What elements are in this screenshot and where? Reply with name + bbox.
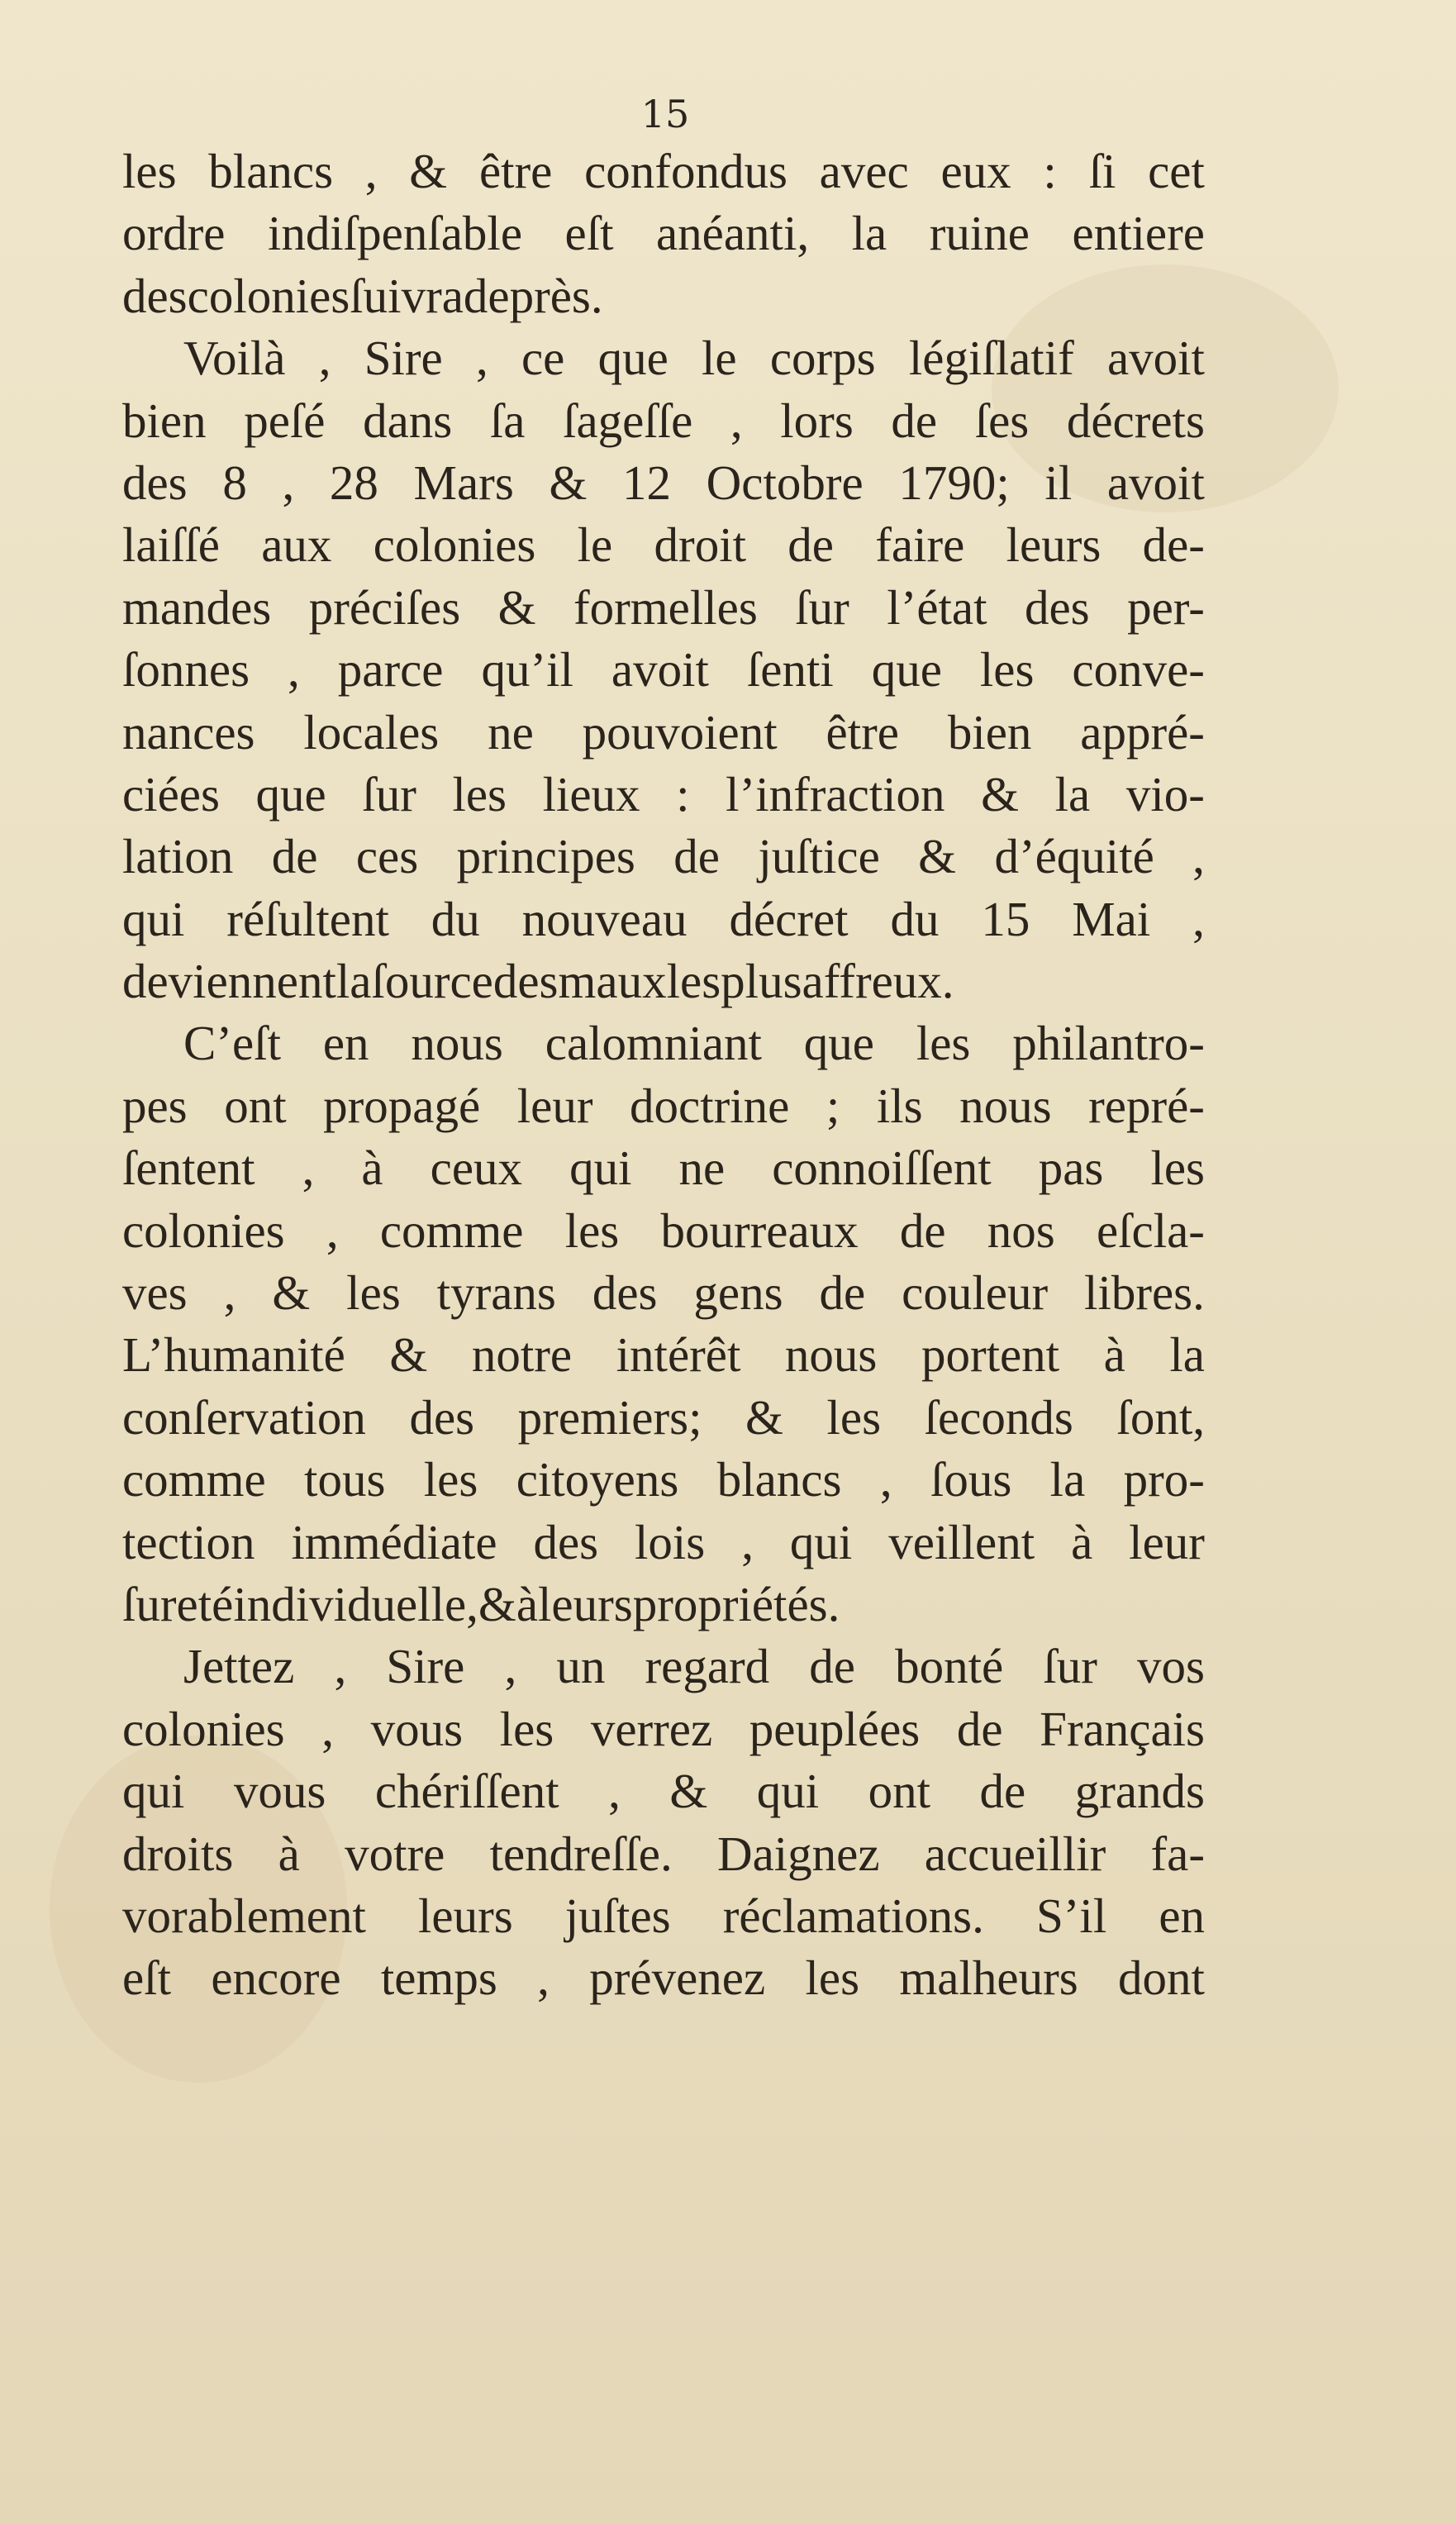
word: ,: [364, 144, 378, 198]
word: l’état: [887, 579, 987, 635]
word: droits: [122, 1826, 234, 1881]
word: entiere: [1072, 206, 1205, 261]
word: le: [702, 331, 737, 386]
word: gens: [693, 1265, 783, 1321]
word: bien: [122, 393, 207, 448]
word: ſageſſe: [563, 393, 693, 448]
word: philantro-: [1012, 1016, 1205, 1071]
word: les: [452, 766, 507, 821]
word: colonies: [122, 1202, 285, 1258]
word: confondus: [584, 144, 787, 198]
word: de: [271, 829, 318, 884]
word: leur: [516, 1078, 593, 1133]
word: aux: [261, 517, 332, 573]
word: accueillir: [924, 1826, 1106, 1881]
word: pro-: [1123, 1452, 1205, 1507]
word: être: [826, 704, 899, 760]
text-line: [122, 1698, 1205, 1760]
word: pes: [122, 1078, 188, 1133]
word: ,: [302, 1141, 315, 1196]
word: les: [666, 954, 721, 1009]
word: légiſlatif: [908, 331, 1074, 386]
word: comme: [379, 1202, 524, 1258]
word: de: [463, 268, 510, 323]
word: cet: [1148, 144, 1205, 198]
word: ruine: [929, 206, 1030, 261]
word: ,: [466, 1576, 478, 1631]
word: regard: [645, 1639, 770, 1694]
text-line: [122, 826, 1205, 888]
word: blancs: [716, 1452, 842, 1507]
word: eſt: [122, 1950, 171, 2006]
word: lors: [780, 393, 854, 448]
word: les: [826, 1389, 882, 1445]
body-text: [122, 140, 1205, 2010]
text-line: [122, 1512, 1205, 1574]
text-line: [122, 764, 1205, 826]
word: &: [409, 144, 448, 198]
word: de: [956, 1701, 1003, 1756]
word: deviennent: [122, 954, 336, 1009]
word: à: [361, 1141, 383, 1196]
text-line: [122, 1075, 1205, 1137]
word: leur: [1129, 1514, 1205, 1569]
word: que: [871, 642, 942, 698]
word: qui: [569, 1141, 632, 1196]
word: ils: [876, 1078, 923, 1133]
word: droit: [654, 517, 746, 573]
word: Octobre: [706, 455, 864, 510]
word: principes: [456, 829, 635, 884]
word: la: [1169, 1327, 1205, 1383]
text-line: [122, 1262, 1205, 1324]
word: nances: [122, 704, 255, 760]
word: &: [389, 1327, 428, 1383]
word: tection: [122, 1514, 255, 1569]
word: lation: [122, 829, 234, 884]
word: libres.: [1084, 1265, 1205, 1321]
word: colonies: [122, 1701, 285, 1756]
word: de: [891, 393, 938, 448]
word: 8: [222, 455, 247, 510]
word: laiſſé: [122, 517, 220, 573]
word: que: [255, 766, 326, 821]
word: ,: [288, 642, 300, 698]
word: verrez: [590, 1701, 713, 1756]
word: Voilà: [183, 331, 286, 386]
word: eſcla-: [1096, 1202, 1205, 1258]
word: per-: [1127, 579, 1205, 635]
word: peuplées: [749, 1701, 921, 1756]
page-number: 15: [640, 92, 690, 136]
word: ,: [282, 455, 295, 510]
word: 15: [981, 891, 1030, 946]
word: qui: [122, 1764, 185, 1819]
word: à: [1103, 1327, 1125, 1383]
word: veillent: [888, 1514, 1035, 1569]
word: locales: [303, 704, 440, 760]
word: que: [597, 331, 669, 386]
word: préciſes: [308, 579, 461, 635]
word: Daignez: [716, 1826, 880, 1881]
word: malheurs: [899, 1950, 1078, 2006]
word: ce: [521, 331, 565, 386]
word: les: [346, 1265, 401, 1321]
word: ſous: [930, 1452, 1012, 1507]
word: ,: [879, 1452, 892, 1507]
word: lieux: [542, 766, 640, 821]
word: de: [899, 1202, 946, 1258]
text-line: [122, 202, 1205, 264]
word: citoyens: [516, 1452, 679, 1507]
word: &: [669, 1764, 708, 1819]
word: prévenez: [589, 1950, 766, 2006]
word: :: [1043, 144, 1057, 198]
word: eux: [940, 144, 1011, 198]
word: chériſſent: [374, 1764, 559, 1819]
word: 1790;: [898, 455, 1010, 510]
word: eſt: [564, 206, 614, 261]
word: nous: [784, 1327, 878, 1383]
word: pouvoient: [582, 704, 778, 760]
word: que: [803, 1016, 874, 1071]
word: décrets: [1066, 393, 1205, 448]
word: leurs: [538, 1576, 633, 1631]
word: calomniant: [545, 1016, 762, 1071]
word: des: [533, 1514, 599, 1569]
word: près.: [509, 268, 603, 323]
word: ſi: [1088, 144, 1116, 198]
word: ,: [475, 331, 488, 386]
text-line: [122, 265, 1205, 327]
word: avoit: [611, 642, 709, 698]
word: &: [272, 1265, 311, 1321]
word: indiſpenſable: [267, 206, 523, 261]
word: propagé: [323, 1078, 481, 1133]
word: les: [916, 1016, 971, 1071]
word: 12: [622, 455, 672, 510]
word: ,: [537, 1950, 550, 2006]
text-line: [122, 639, 1205, 701]
word: des: [592, 1265, 658, 1321]
text-line: [122, 702, 1205, 764]
word: ſur: [1043, 1639, 1097, 1694]
word: &: [918, 829, 957, 884]
word: lois: [635, 1514, 706, 1569]
word: ces: [355, 829, 419, 884]
word: ,: [223, 1265, 236, 1321]
text-line: [122, 1137, 1205, 1199]
word: la: [335, 954, 372, 1009]
word: avoit: [1106, 331, 1205, 386]
word: en: [322, 1016, 369, 1071]
word: notre: [471, 1327, 573, 1383]
word: à: [516, 1576, 538, 1631]
word: parce: [337, 642, 444, 698]
word: d’équité: [994, 829, 1154, 884]
word: ſes: [974, 393, 1030, 448]
text-line: [122, 888, 1205, 950]
word: peſé: [244, 393, 326, 448]
word: ,: [741, 1514, 754, 1569]
word: &: [745, 1389, 783, 1445]
word: propriétés.: [632, 1576, 840, 1631]
word: les: [805, 1950, 860, 2006]
word: ,: [326, 1202, 339, 1258]
word: de: [673, 829, 720, 884]
text-line: [122, 1324, 1205, 1386]
word: nous: [411, 1016, 503, 1071]
word: ciées: [122, 766, 220, 821]
word: ſentent: [122, 1141, 255, 1196]
text-line: [122, 950, 1205, 1012]
text-line: [122, 327, 1205, 389]
word: ;: [826, 1078, 840, 1133]
text-line: [122, 1823, 1205, 1885]
word: tyrans: [436, 1265, 556, 1321]
word: Jettez: [183, 1639, 295, 1694]
word: doctrine: [630, 1078, 790, 1133]
word: l’infraction: [726, 766, 945, 821]
word: conve-: [1072, 642, 1205, 698]
word: ſonnes: [122, 642, 250, 698]
word: bien: [947, 704, 1032, 760]
word: qui: [122, 891, 185, 946]
text-line: [122, 1449, 1205, 1511]
word: appré-: [1080, 704, 1205, 760]
word: premiers;: [517, 1389, 702, 1445]
text-line: [122, 1636, 1205, 1698]
word: tendreſſe.: [489, 1826, 673, 1881]
word: dont: [1118, 1950, 1205, 2006]
word: colonies: [373, 517, 536, 573]
word: ſeconds: [924, 1389, 1073, 1445]
word: mandes: [122, 579, 272, 635]
text-line: [122, 1885, 1205, 1947]
word: vorablement: [122, 1888, 366, 1943]
word: vio-: [1125, 766, 1205, 821]
word: en: [1159, 1888, 1205, 1943]
word: vous: [233, 1764, 326, 1819]
word: ſur: [795, 579, 849, 635]
word: du: [431, 891, 480, 946]
word: 28: [329, 455, 378, 510]
word: les: [979, 642, 1035, 698]
word: Mars: [413, 455, 514, 510]
word: Mai: [1072, 891, 1151, 946]
word: de: [809, 1639, 855, 1694]
word: la: [851, 206, 887, 261]
word: des: [409, 1389, 475, 1445]
word: le: [577, 517, 613, 573]
word: les: [423, 1452, 478, 1507]
word: il: [1044, 455, 1073, 510]
word: intérêt: [616, 1327, 741, 1383]
word: ſureté: [122, 1576, 234, 1631]
word: affreux.: [802, 954, 954, 1009]
word: ,: [504, 1639, 517, 1694]
word: encore: [211, 1950, 341, 2006]
word: ſa: [489, 393, 526, 448]
word: juſtice: [758, 829, 880, 884]
word: ne: [678, 1141, 726, 1196]
word: ſenti: [746, 642, 834, 698]
word: les: [122, 144, 177, 198]
word: bourreaux: [660, 1202, 859, 1258]
word: Français: [1040, 1701, 1205, 1756]
word: ont: [224, 1078, 287, 1133]
text-line: [122, 514, 1205, 576]
word: nos: [987, 1202, 1055, 1258]
word: immédiate: [291, 1514, 497, 1569]
word: ,: [608, 1764, 621, 1819]
word: Sire: [386, 1639, 465, 1694]
word: ceux: [430, 1141, 523, 1196]
word: ordre: [122, 206, 226, 261]
word: qu’il: [481, 642, 573, 698]
word: juſtes: [564, 1888, 671, 1943]
word: un: [556, 1639, 606, 1694]
word: comme: [122, 1452, 266, 1507]
word: S’il: [1035, 1888, 1107, 1943]
word: &: [549, 455, 588, 510]
word: réclamations.: [722, 1888, 984, 1943]
word: être: [478, 144, 553, 198]
text-line: [122, 1200, 1205, 1262]
word: maux: [558, 954, 667, 1009]
word: individuelle: [233, 1576, 467, 1631]
word: ,: [318, 331, 331, 386]
word: anéanti,: [656, 206, 810, 261]
word: blancs: [208, 144, 334, 198]
word: portent: [921, 1327, 1060, 1383]
word: repré-: [1088, 1078, 1205, 1133]
word: de: [787, 517, 834, 573]
word: connoiſſent: [772, 1141, 992, 1196]
word: &: [981, 766, 1020, 821]
word: réſultent: [226, 891, 389, 946]
word: leurs: [1006, 517, 1102, 573]
word: votre: [345, 1826, 445, 1881]
word: faire: [875, 517, 965, 573]
word: temps: [380, 1950, 497, 2006]
word: les: [564, 1202, 620, 1258]
word: ſuivra: [350, 268, 464, 323]
word: la: [1049, 1452, 1086, 1507]
word: les: [1150, 1141, 1205, 1196]
word: conſervation: [122, 1389, 366, 1445]
word: bonté: [895, 1639, 1004, 1694]
word: corps: [769, 331, 876, 386]
word: grands: [1074, 1764, 1205, 1819]
word: de: [979, 1764, 1026, 1819]
word: formelles: [573, 579, 758, 635]
word: nous: [959, 1078, 1052, 1133]
word: nouveau: [521, 891, 688, 946]
word: ,: [730, 393, 743, 448]
word: des: [492, 954, 559, 1009]
word: décret: [729, 891, 849, 946]
word: Sire: [364, 331, 443, 386]
word: dans: [363, 393, 453, 448]
word: ,: [1192, 891, 1205, 946]
text-line: [122, 1012, 1205, 1074]
word: de-: [1142, 517, 1205, 573]
word: du: [890, 891, 940, 946]
word: ,: [334, 1639, 347, 1694]
text-line: [122, 577, 1205, 639]
word: ,: [1192, 829, 1205, 884]
word: avoit: [1106, 455, 1205, 510]
word: des: [122, 268, 188, 323]
word: ne: [488, 704, 534, 760]
word: à: [278, 1826, 300, 1881]
text-line: [122, 1760, 1205, 1822]
word: à: [1071, 1514, 1093, 1569]
word: ſont,: [1116, 1389, 1205, 1445]
word: vous: [370, 1701, 464, 1756]
text-line: [122, 1387, 1205, 1449]
word: vos: [1136, 1639, 1205, 1694]
word: les: [499, 1701, 554, 1756]
word: C’eſt: [183, 1016, 281, 1071]
word: leurs: [417, 1888, 513, 1943]
word: &: [478, 1576, 516, 1631]
text-line: [122, 140, 1205, 202]
text-line: [122, 452, 1205, 514]
word: :: [676, 766, 690, 821]
word: avec: [819, 144, 909, 198]
word: qui: [756, 1764, 820, 1819]
word: ſource: [371, 954, 493, 1009]
word: des: [122, 455, 188, 510]
word: ſur: [362, 766, 416, 821]
word: des: [1024, 579, 1090, 635]
word: qui: [789, 1514, 853, 1569]
word: L’humanité: [122, 1327, 345, 1383]
word: ,: [321, 1701, 334, 1756]
word: fa-: [1150, 1826, 1205, 1881]
word: pas: [1038, 1141, 1104, 1196]
word: colonies: [187, 268, 350, 323]
word: couleur: [902, 1265, 1049, 1321]
word: ves: [122, 1265, 188, 1321]
word: &: [497, 579, 536, 635]
word: ont: [868, 1764, 931, 1819]
word: plus: [721, 954, 802, 1009]
word: la: [1054, 766, 1091, 821]
word: de: [819, 1265, 866, 1321]
word: tous: [304, 1452, 386, 1507]
text-line: [122, 390, 1205, 452]
text-line: [122, 1574, 1205, 1636]
text-line: [122, 1947, 1205, 2009]
